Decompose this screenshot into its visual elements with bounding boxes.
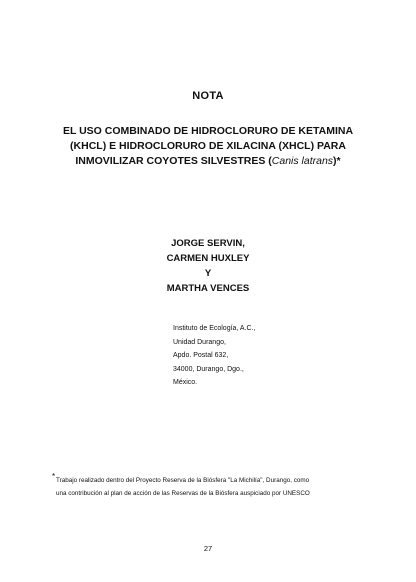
footnote-line-1: Trabajo realizado dentro del Proyecto Reserva de la Biósfera "La Michilía", Durango, como — [56, 477, 310, 484]
affiliation-line-4: 34000, Durango, Dgo., — [173, 365, 244, 373]
author-1: JORGE SERVIN, — [171, 238, 245, 249]
title-line-3-end: )* — [333, 155, 341, 167]
title-line-2: (KHCL) E HIDROCLORURO DE XILACINA (XHCL) PARA — [70, 140, 346, 152]
author-conjunction: Y — [204, 268, 212, 279]
section-label: NOTA — [192, 90, 224, 102]
affiliation-line-5: México. — [173, 379, 198, 386]
affiliation-block — [173, 322, 256, 390]
author-3: MARTHA VENCES — [166, 283, 250, 294]
title-line-3 — [30, 154, 386, 169]
footnote-line-2: una contribución al plan de acción de las Reservas de la Biósfera auspiciado por UNESCO — [56, 490, 310, 497]
footnote — [52, 472, 396, 500]
page-number: 27 — [203, 544, 213, 553]
author-2: CARMEN HUXLEY — [166, 253, 250, 264]
affiliation-line-2: Unidad Durango, — [173, 338, 226, 346]
title-line-3-main: INMOVILIZAR COYOTES SILVESTRES ( — [75, 155, 272, 167]
affiliation-line-3: Apdo. Postal 632, — [173, 352, 229, 359]
footnote-mark: * — [52, 472, 56, 481]
article-title — [30, 124, 386, 169]
title-line-1: EL USO COMBINADO DE HIDROCLORURO DE KETAMINA — [62, 125, 354, 137]
affiliation-line-1: Instituto de Ecología, A.C., — [173, 325, 256, 332]
species-name: Canis latrans — [271, 155, 334, 167]
author-list — [0, 236, 416, 296]
